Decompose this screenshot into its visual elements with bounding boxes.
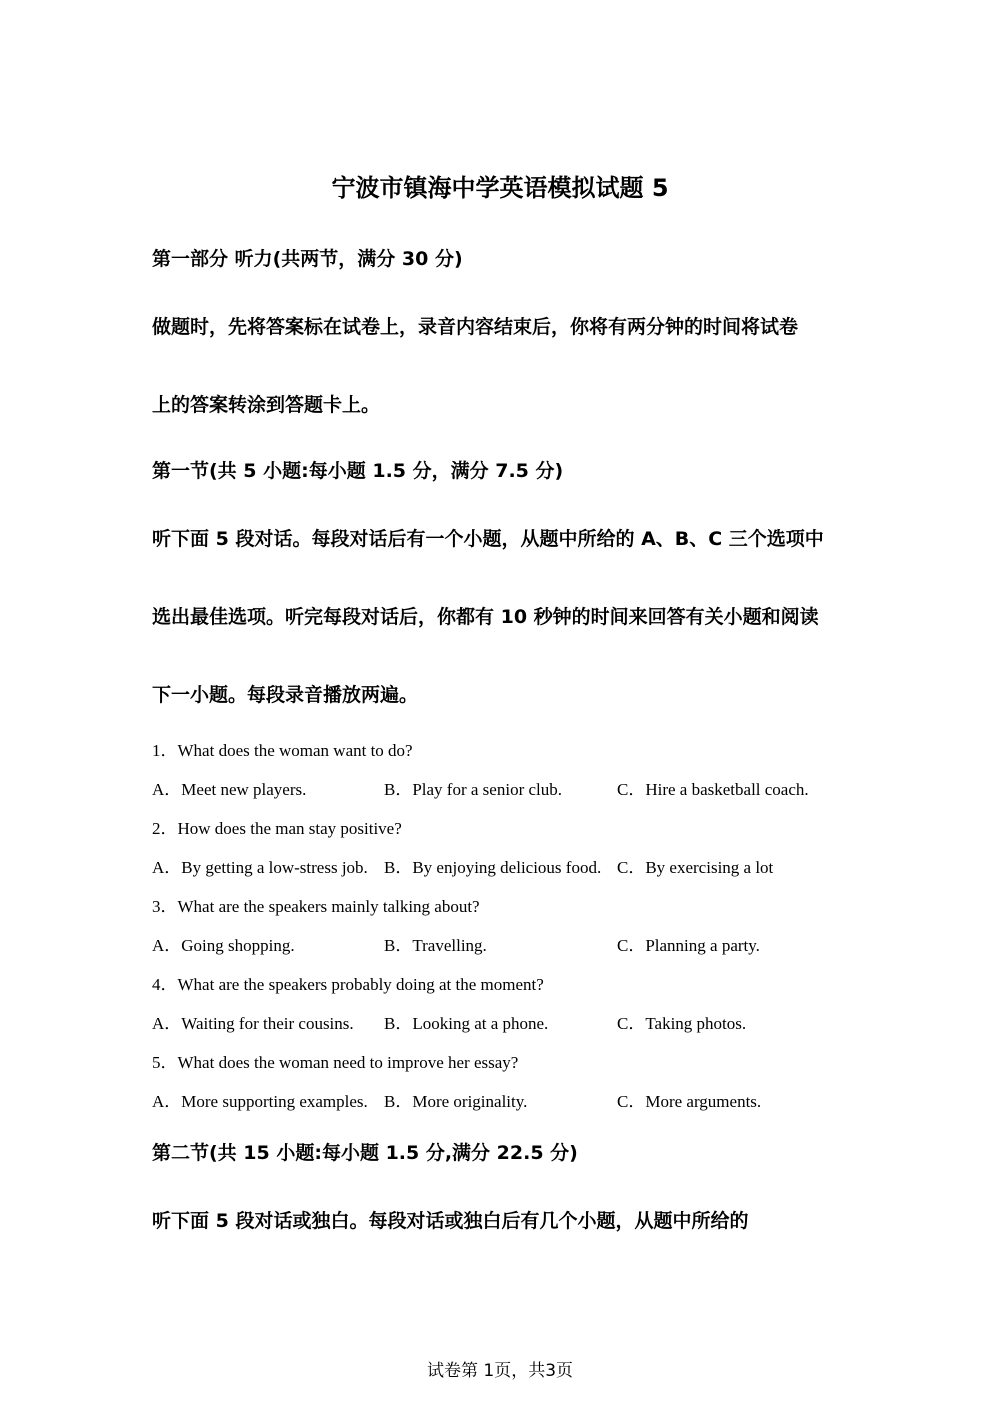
option-a: A．Waiting for their cousins.	[152, 1014, 354, 1033]
page-title: 宁波市镇海中学英语模拟试题 5	[331, 174, 669, 202]
section1-instruction-line2: 选出最佳选项。听完每段对话后，你都有 10 秒钟的时间来回答有关小题和阅读	[152, 606, 819, 628]
option-b: B．Looking at a phone.	[384, 1014, 549, 1033]
option-c: C．Hire a basketball coach.	[617, 780, 809, 799]
option-a: A．Meet new players.	[152, 780, 307, 799]
section2-instruction-line1: 听下面 5 段对话或独白。每段对话或独白后有几个小题，从题中所给的	[152, 1210, 749, 1232]
question-stem: 1．What does the woman want to do?	[152, 741, 413, 760]
section1-heading: 第一节(共 5 小题:每小题 1.5 分，满分 7.5 分)	[152, 460, 564, 482]
option-c: C．More arguments.	[617, 1092, 762, 1111]
option-b: B．More originality.	[384, 1092, 528, 1111]
section2-heading: 第二节(共 15 小题:每小题 1.5 分,满分 22.5 分)	[152, 1142, 578, 1164]
option-b: B．Play for a senior club.	[384, 780, 562, 799]
option-c: C．Planning a party.	[617, 936, 760, 955]
option-c: C．By exercising a lot	[617, 858, 774, 877]
option-c: C．Taking photos.	[617, 1014, 747, 1033]
option-a: A．By getting a low-stress job.	[152, 858, 368, 877]
question-stem: 5．What does the woman need to improve her essay?	[152, 1053, 519, 1072]
option-b: B．Travelling.	[384, 936, 487, 955]
part1-instruction-line1: 做题时，先将答案标在试卷上，录音内容结束后，你将有两分钟的时间将试卷	[152, 316, 799, 338]
option-b: B．By enjoying delicious food.	[384, 858, 602, 877]
question-stem: 2．How does the man stay positive?	[152, 819, 402, 838]
page-footer: 试卷第 1页，共3页	[426, 1361, 574, 1381]
section1-instruction-line1: 听下面 5 段对话。每段对话后有一个小题，从题中所给的 A、B、C 三个选项中	[152, 528, 824, 550]
option-a: A．More supporting examples.	[152, 1092, 368, 1111]
option-a: A．Going shopping.	[152, 936, 295, 955]
part1-heading: 第一部分 听力(共两节，满分 30 分)	[152, 248, 463, 270]
question-stem: 4．What are the speakers probably doing at the moment?	[152, 975, 544, 994]
question-stem: 3．What are the speakers mainly talking about?	[152, 897, 480, 916]
part1-instruction-line2: 上的答案转涂到答题卡上。	[152, 394, 381, 416]
section1-instruction-line3: 下一小题。每段录音播放两遍。	[152, 684, 419, 706]
